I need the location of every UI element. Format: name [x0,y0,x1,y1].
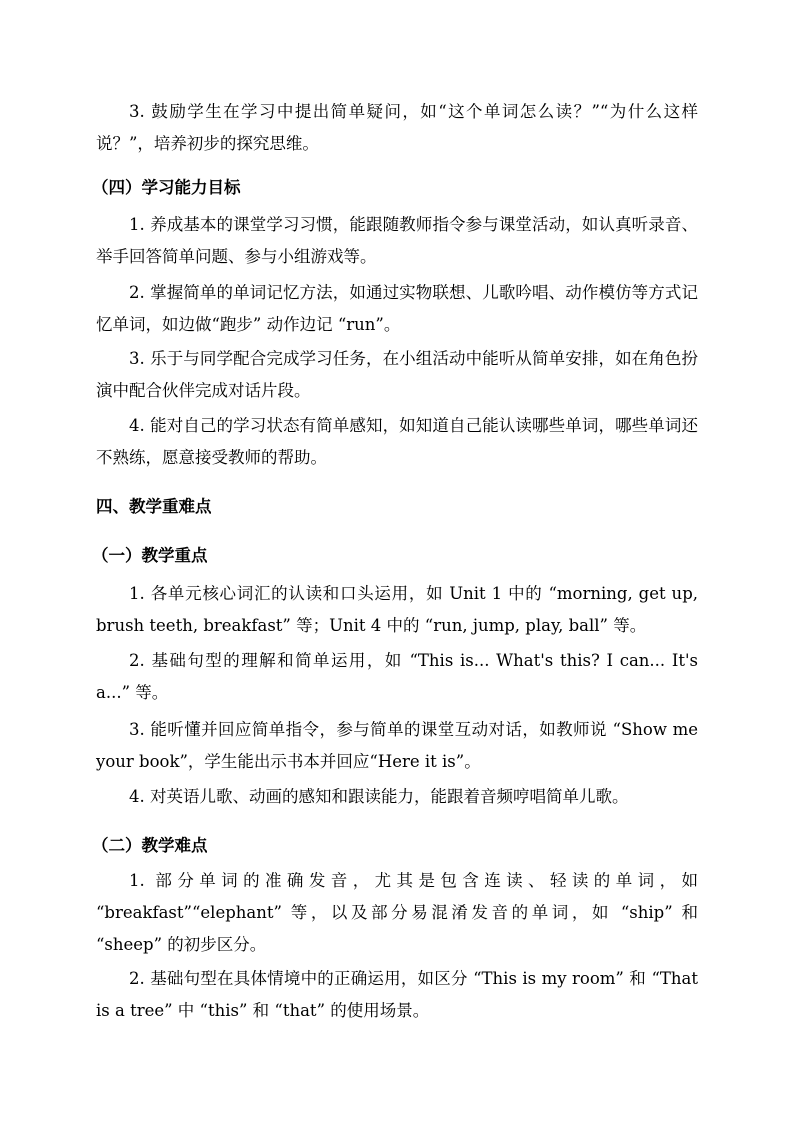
paragraph-learning-3: 3. 乐于与同学配合完成学习任务，在小组活动中能听从简单安排，如在角色扮演中配合伙伴完成对话片段。 [96,349,698,400]
heading-difficult-points: （二）教学难点 [92,836,208,855]
paragraph-key-4: 4. 对英语儿歌、动画的感知和跟读能力，能跟着音频哼唱简单儿歌。 [129,787,629,806]
paragraph-inquiry-thinking: 3. 鼓励学生在学习中提出简单疑问，如“这个单词怎么读？”“为什么这样说？”，培养初步的探究思维。 [96,102,698,153]
paragraph-key-1: 1. 各单元核心词汇的认读和口头运用，如 Unit 1 中的 “morning, get up, brush teeth, breakfast” 等；Unit 4 中的 “run, jump, play, ball” 等。 [96,584,698,635]
paragraph-difficult-2: 2. 基础句型在具体情境中的正确运用，如区分 “This is my room” 和 “That is a tree” 中 “this” 和 “that” 的使用场景。 [96,969,698,1020]
heading-learning-ability: （四）学习能力目标 [92,178,241,197]
paragraph-difficult-1: 1. 部分单词的准确发音，尤其是包含连读、轻读的单词，如 “breakfast”“elephant” 等，以及部分易混淆发音的单词，如 “ship” 和 “sheep” 的初步区分。 [96,871,698,954]
heading-key-difficult: 四、教学重难点 [96,497,212,516]
paragraph-learning-1: 1. 养成基本的课堂学习习惯，能跟随教师指令参与课堂活动，如认真听录音、举手回答简单问题、参与小组游戏等。 [96,215,698,266]
heading-key-points: （一）教学重点 [92,546,208,565]
paragraph-key-2: 2. 基础句型的理解和简单运用，如 “This is... What's this? I can... It's a...” 等。 [96,651,698,702]
paragraph-key-3: 3. 能听懂并回应简单指令，参与简单的课堂互动对话，如教师说 “Show me your book”，学生能出示书本并回应“Here it is”。 [96,720,698,771]
paragraph-learning-4: 4. 能对自己的学习状态有简单感知，如知道自己能认读哪些单词，哪些单词还不熟练，愿意接受教师的帮助。 [96,416,698,467]
paragraph-learning-2: 2. 掌握简单的单词记忆方法，如通过实物联想、儿歌吟唱、动作模仿等方式记忆单词，如边做“跑步” 动作边记 “run”。 [96,283,698,334]
